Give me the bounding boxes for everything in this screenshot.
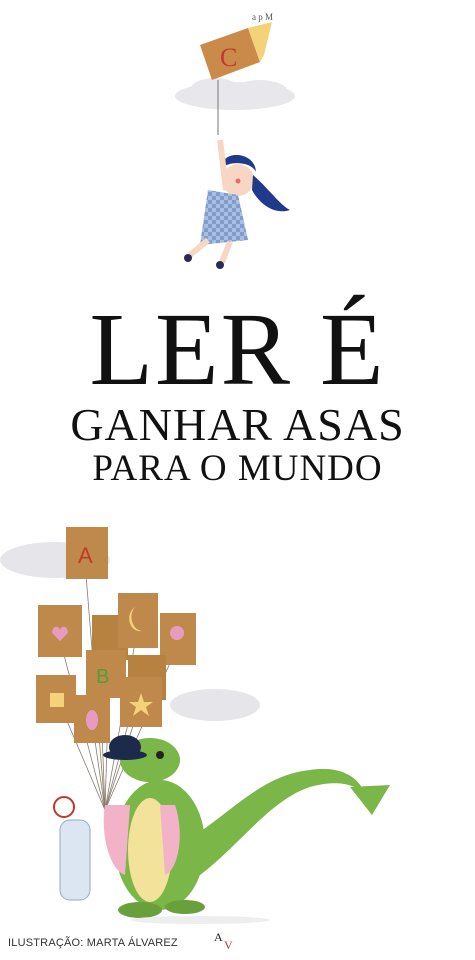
svg-text:B: B bbox=[96, 666, 110, 688]
balloon-book-oval bbox=[74, 695, 110, 743]
logo-letter-v: V bbox=[224, 938, 233, 952]
svg-text:A: A bbox=[78, 543, 93, 568]
flying-letters: a p M bbox=[252, 12, 273, 22]
headline-line-1: LER É bbox=[89, 292, 386, 407]
illustration-credit: ILUSTRAÇÃO: MARTA ÁLVAREZ bbox=[8, 937, 178, 949]
flying-book-girl-illustration bbox=[160, 0, 310, 300]
balloon-book-house bbox=[36, 675, 76, 723]
logo-letter-a: A bbox=[214, 930, 223, 944]
cloud bbox=[170, 689, 260, 721]
girl-figure bbox=[184, 140, 290, 269]
flying-book-icon bbox=[200, 22, 272, 80]
headline-line-2: GANHAR ASAS bbox=[70, 399, 405, 450]
dragon-tail bbox=[180, 769, 365, 875]
balloon-book-a bbox=[66, 527, 108, 579]
balloon-book-heart bbox=[38, 605, 82, 657]
letter-bottle bbox=[54, 797, 90, 900]
cloud bbox=[232, 80, 288, 104]
balloon-book-star bbox=[120, 677, 162, 727]
headline-line-3: PARA O MUNDO bbox=[92, 448, 383, 489]
book-letter-c: C bbox=[220, 43, 238, 72]
balloon-book-moon bbox=[118, 593, 158, 648]
dragon-book-balloons-illustration bbox=[0, 515, 475, 925]
